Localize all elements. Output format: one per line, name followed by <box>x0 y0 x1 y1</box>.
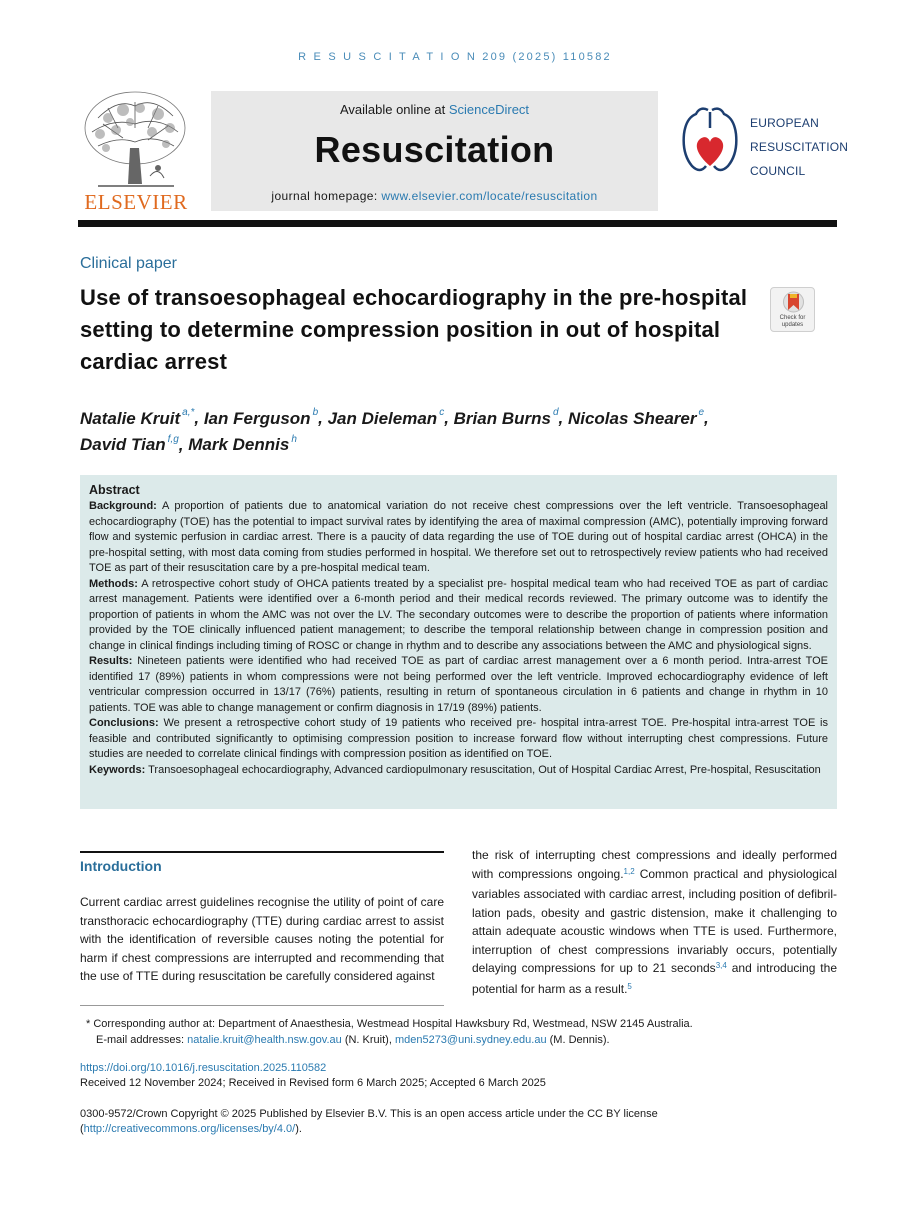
check-updates-line-1: Check for <box>779 315 806 321</box>
introduction-heading: Introduction <box>80 858 162 874</box>
check-updates-line-2: updates <box>781 322 804 328</box>
author-3[interactable]: Jan Dieleman $^c$ <box>327 407 445 428</box>
author-5[interactable]: Nicolas Shearer $^e$ <box>567 407 705 428</box>
citation-link[interactable]: 5 <box>627 981 632 991</box>
elsevier-wordmark: ELSEVIER <box>84 190 188 214</box>
author-6[interactable]: David Tian $^{f,g}$ <box>80 433 179 455</box>
copyright-notice: 0300-9572/Crown Copyright © 2025 Published by Elsevier B.V. This is an open access article under the CC BY license (http://creativecommons.org/licenses/by/4.0/). <box>80 1108 658 1135</box>
header-rule <box>78 220 837 227</box>
introduction-rule <box>80 851 444 853</box>
abstract-conclusions: Conclusions: We present a retrospective cohort study of 19 patients who received pre- hospital intra-arrest TOE. Pre-hospital intra-arrest TOE is feasible and contributed significantly to optimising compression position to increase forward flow without interrupting chest compressions. Future studies are needed to correlate clinical findings with compression position as identified on TOE. <box>89 717 828 760</box>
erc-line-2: RESUSCITATION <box>750 140 849 154</box>
available-online <box>211 102 658 117</box>
abstract-keywords: Keywords: Transoesophageal echocardiography, Advanced cardiopulmonary resuscitation, Out of Hospital Cardiac Arrest, Pre-hospital, Resuscitation <box>89 763 821 776</box>
author-4[interactable]: Brian Burns $^d$ <box>453 407 559 428</box>
doi-link[interactable]: https://doi.org/10.1016/j.resuscitation.2025.110582 <box>80 1062 327 1074</box>
author-2[interactable]: Ian Ferguson $^b$ <box>203 407 319 428</box>
citation-link[interactable]: 3,4 <box>715 961 727 970</box>
homepage-prefix: journal homepage: <box>271 189 382 203</box>
corresponding-author-footnote <box>86 1016 693 1048</box>
sciencedirect-link[interactable]: ScienceDirect <box>448 102 530 117</box>
author-7[interactable]: Mark Dennis $^h$ <box>188 433 297 455</box>
email-addresses: E-mail addresses: natalie.kruit@health.nsw.gov.au (N. Kruit), mden5273@uni.sydney.edu.au (M. Dennis). <box>96 1034 610 1046</box>
running-head: R E S U S C I T A T I O N 209 (2025) 110582 <box>298 51 612 63</box>
abstract-box <box>80 475 837 809</box>
introduction-right-column: the risk of interrupting chest compressions and ideally performed with compressions ongoing.$^{1,2}$ Common practical and physiological variables associated with cardiac arrest, including position of defibril-lation pads, obesity and gastric distension, make it challenging to attain adequate acoustic windows when TTE is used. Furthermore, interruption of chest compressions invariably occurs, potentially delaying compressions for up to 21 seconds$^{3,4}$ and introducing the potential for harm as a result.$^5$ <box>472 848 837 996</box>
erc-line-3: COUNCIL <box>750 164 806 178</box>
citation-link[interactable]: 1,2 <box>623 866 635 876</box>
erc-heart-icon[interactable] <box>678 104 742 176</box>
article-title: Use of transoesophageal echocardiography in the pre-hospital setting to determine compression position in out of hospital cardiac arrest <box>80 285 748 374</box>
available-prefix: Available online at <box>339 102 449 117</box>
footnote-rule <box>80 1005 444 1006</box>
abstract-results: Results: Nineteen patients were identified who had received TOE as part of cardiac arrest management over a 6 month period. Intra-arrest TOE identified 17 (89%) patients in whom compressions were not being performed over the left ventricle. Improved echocardiography evidence of left ventricular compression occurred in 13/17 (76%) patients, resulting in return of spontaneous circulation in 6 patients and change in rhythm in 10 patients. TOE was able to change management or confirm diagnosis in 17/19 (89%) patients. <box>89 655 828 714</box>
erc-name <box>750 111 848 183</box>
abstract-background: Background: A proportion of patients due to anatomical variation do not receive chest compressions over the left ventricle. Transoesophageal echocardiography (TOE) has the potential to impact survival rates by identifying the area of maximal compression (AMC), potentially improving forward flow and systemic perfusion in cardiac arrest. There is a paucity of data regarding the use of TOE during out of hospital cardiac arrest (OHCA) in the pre-hospital setting, with most data coming from studies performed in hospital. We therefore set out to retrospectively review patients who had received TOE as part of their resuscitation care by a pre-hospital medical team. <box>89 500 829 574</box>
check-updates-label <box>771 315 814 329</box>
journal-homepage <box>211 189 658 203</box>
email-link-dennis[interactable]: mden5273@uni.sydney.edu.au <box>394 1034 547 1046</box>
author-list: Natalie Kruit $^{a,*}$, Ian Ferguson $^b$, Jan Dieleman $^c$, Brian Burns $^d$, Nicolas Shearer $^e$, David Tian $^{f,g}$, Mark Dennis $^h$ <box>80 407 709 455</box>
license-link[interactable]: http://creativecommons.org/licenses/by/4.0/ <box>83 1123 296 1135</box>
abstract-heading: Abstract <box>89 483 140 497</box>
received-dates: Received 12 November 2024; Received in Revised form 6 March 2025; Accepted 6 March 2025 <box>80 1077 546 1089</box>
check-for-updates-button[interactable] <box>770 287 815 332</box>
erc-line-1: EUROPEAN <box>750 116 819 130</box>
journal-title: Resuscitation <box>314 129 555 170</box>
article-category: Clinical paper <box>80 255 177 272</box>
journal-masthead <box>211 91 658 211</box>
introduction-left-column: Current cardiac arrest guidelines recognise the utility of point of care transthoracic echocardiography (TTE) during cardiac arrest to assist with the identification of reversible causes noting the potential for harm if chest compressions are interrupted and recommending that the use of TTE during resuscitation be carefully considered against <box>80 895 444 983</box>
email-link-kruit[interactable]: natalie.kruit@health.nsw.gov.au <box>187 1034 342 1046</box>
author-1[interactable]: Natalie Kruit $^{a,*}$ <box>80 407 195 428</box>
bookmark-icon <box>771 288 816 316</box>
corresponding-address: * Corresponding author at: Department of Anaesthesia, Westmead Hospital Hawksbury Rd, Westmead, NSW 2145 Australia. <box>86 1018 693 1030</box>
abstract-methods: Methods: A retrospective cohort study of OHCA patients treated by a specialist pre- hospital medical team who had received TOE as part of cardiac arrest management. Patients were identified over a 6-month period and their medical records reviewed. The primary outcome was to identify the proportion of patients in whom the AMC was not over the LV. The secondary outcomes were to describe the proportion of patients where information provided by the TOE clinically influenced patient management; to describe the temporal relationship between change in compression position and change in clinical findings including timing of ROSC or change in rhythm and to describe any associations between the AMC and physiological signs. <box>89 577 829 652</box>
homepage-link[interactable]: www.elsevier.com/locate/resuscitation <box>381 189 598 203</box>
